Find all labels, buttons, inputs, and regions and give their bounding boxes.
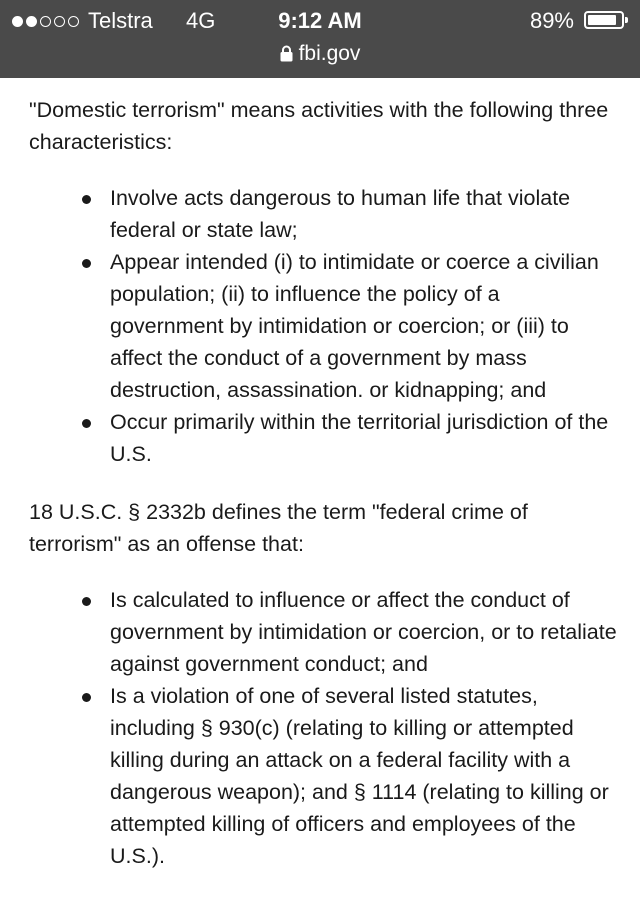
bullet-icon (82, 597, 91, 606)
list-item (110, 584, 619, 680)
article-content (29, 94, 619, 872)
network-type: 4G (186, 8, 216, 33)
list-item-text: Appear intended (i) to intimidate or coerce a civilian population; (ii) to influence the policy of a government by intimidation or coercion; or (iii) to affect the conduct of a government by mass destruction, assassination. or kidnapping; and (110, 250, 599, 402)
offense-list (29, 584, 619, 872)
status-bar (0, 6, 640, 36)
paragraph-federal-crime: 18 U.S.C. § 2332b defines the term "federal crime of terrorism" as an offense that: (29, 500, 528, 556)
lock-icon (280, 44, 293, 68)
list-item-text: Involve acts dangerous to human life that violate federal or state law; (110, 186, 571, 242)
list-item-text: Occur primarily within the territorial jurisdiction of the U.S. (110, 410, 609, 466)
battery-percent: 89% (529, 8, 574, 33)
status-time: 9:12 AM (278, 8, 362, 33)
battery-icon (584, 11, 624, 29)
battery-tip (625, 17, 628, 23)
list-item (110, 182, 619, 246)
url-text: fbi.gov (298, 42, 361, 65)
characteristics-list (29, 182, 619, 470)
address-bar[interactable] (0, 42, 640, 68)
list-item (110, 406, 619, 470)
carrier-name: Telstra (88, 8, 153, 33)
bullet-icon (82, 419, 91, 428)
list-item-text: Is a violation of one of several listed statutes, including § 930(c) (relating to killing or attempted killing during an attack on a federal facility with a dangerous weapon); and § 1114 (relating to killing or attempted killing of officers and employees of the U.S.). (110, 684, 609, 868)
bullet-icon (82, 693, 91, 702)
browser-top-bar (0, 0, 640, 78)
battery-level-fill (588, 15, 616, 25)
bullet-icon (82, 195, 91, 204)
list-item (110, 680, 619, 872)
list-item (110, 246, 619, 406)
paragraph-domestic-terrorism: "Domestic terrorism" means activities with the following three characteristics: (29, 98, 609, 154)
list-item-text: Is calculated to influence or affect the conduct of government by intimidation or coercion, or to retaliate against government conduct; and (110, 588, 617, 676)
bullet-icon (82, 259, 91, 268)
